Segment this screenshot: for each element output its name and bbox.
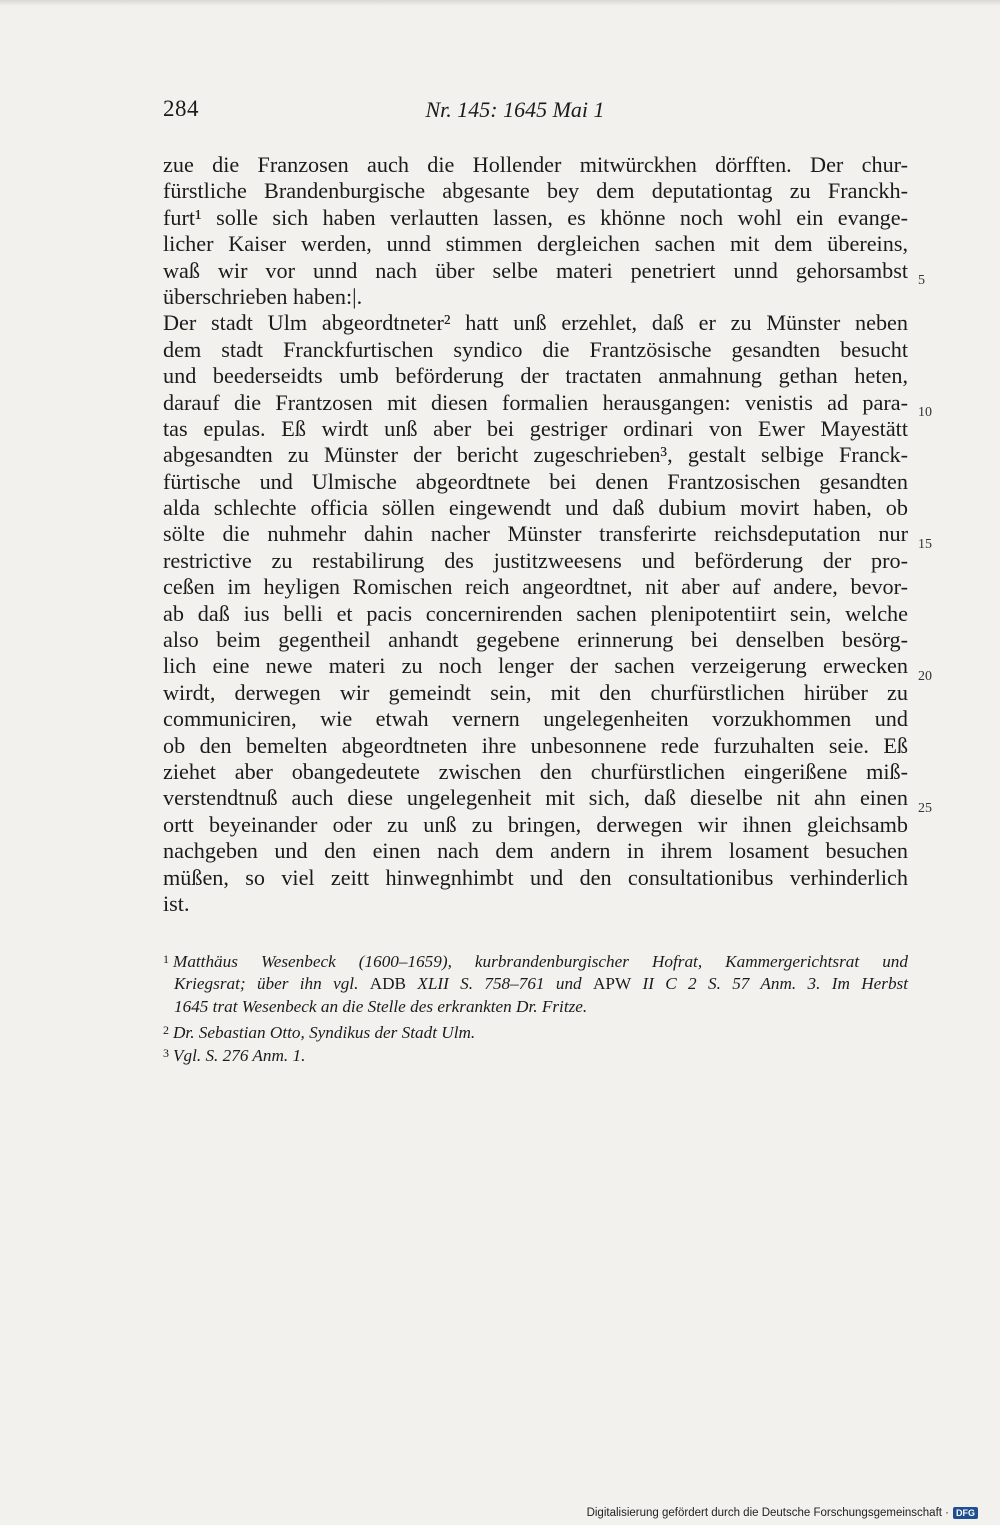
text-line: fürtische und Ulmische abgeordtnete bei denen Frantzosischen gesandten [163, 468, 908, 494]
text-line: Der stadt Ulm abgeordtneter² hatt unß erzehlet, daß er zu Münster neben [163, 310, 908, 336]
footnote-marker: 2 [163, 1022, 169, 1037]
running-head: Nr. 145: 1645 Mai 1 [425, 97, 605, 122]
abbreviation: APW [592, 973, 632, 993]
text-line: furt¹ solle sich haben verlautten lassen, es khönne noch wohl ein evange- [163, 204, 908, 230]
footnote-marker: 3 [163, 1046, 169, 1060]
text-line: ziehet aber obangedeutete zwischen den churfürstlichen eingerißene miß- [163, 758, 908, 784]
line-number-15: 15 [918, 537, 932, 552]
footnote-text: XLII S. 758–761 und [406, 973, 593, 993]
page-number: 284 [163, 96, 199, 121]
footnote-text: Dr. Sebastian Otto, Syndikus der Stadt Ulm. [173, 1022, 476, 1042]
footnote-text: II C 2 S. 57 Anm. 3. Im Herbst [631, 973, 908, 993]
footnote-marker: 1 [163, 952, 169, 966]
text-line: alda schlechte officia söllen eingewendt und daß dubium movirt haben, ob [163, 495, 908, 521]
footnote-text: Matthäus Wesenbeck (1600–1659), kurbrandenburgischer Hofrat, Kammergerichtsrat und [173, 952, 908, 971]
footnote-text: Vgl. S. 276 Anm. 1. [173, 1046, 306, 1065]
text-line: licher Kaiser werden, unnd stimmen dergleichen sachen mit dem übereins, [163, 231, 908, 257]
footnote-text: Kriegsrat; über ihn vgl. [174, 973, 370, 993]
text-line: dem stadt Franckfurtischen syndico die Frantzösische gesandten besucht [163, 336, 908, 362]
text-line: also beim gegentheil anhandt gegebene erinnerung bei denselben besörg- [163, 627, 908, 653]
text-line: ceßen im heyligen Romischen reich angeordtnet, nit aber auf andere, bevor- [163, 574, 908, 600]
text-line: fürstliche Brandenburgische abgesante bey dem deputationtag zu Franckh- [163, 178, 908, 204]
text-line: überschrieben haben:|. [163, 283, 363, 309]
footnote-2 [163, 1019, 908, 1043]
line-number-20: 20 [918, 669, 932, 684]
text-line: sölte die nuhmehr dahin nacher Münster transferirte reichsdeputation nur [163, 521, 908, 547]
text-line: und beederseidts umb beförderung der tractaten anmahnung gethan heten, [163, 363, 908, 389]
text-line: nachgeben und den einen nach dem andern in ihrem losament besuchen [163, 838, 908, 864]
line-number-10: 10 [918, 405, 932, 420]
footnote-text: 1645 trat Wesenbeck an die Stelle des erkrankten Dr. Fritze. [174, 997, 588, 1016]
footnote-1-line-3 [163, 995, 908, 1019]
footnote-1-line-2 [163, 972, 908, 996]
line-number-5: 5 [918, 273, 925, 288]
dfg-logo: DFG [953, 1507, 978, 1519]
text-line: tas epulas. Eß wirdt unß aber bei gestriger ordinari von Ewer Mayestätt [163, 415, 908, 441]
text-line: wirdt, derwegen wir gemeindt sein, mit den churfürstlichen hirüber zu [163, 679, 908, 705]
text-line: darauf die Frantzosen mit diesen formalien herausgangen: venistis ad para- [163, 389, 908, 415]
text-line: waß wir vor unnd nach über selbe materi penetriert unnd gehorsambst [163, 257, 908, 283]
credit-text: Digitalisierung gefördert durch die Deutsche Forschungsgemeinschaft · [586, 1507, 949, 1519]
text-line: lich eine newe materi zu noch lenger der sachen verzeigerung erwecken [163, 653, 908, 679]
text-line: abgesandten zu Münster der bericht zugeschrieben³, gestalt selbige Franck- [163, 442, 908, 468]
abbreviation: ADB [369, 973, 406, 993]
text-line: ortt beyeinander oder zu unß zu bringen, derwegen wir ihnen gleichsamb [163, 811, 908, 837]
text-line: verstendtnuß auch diese ungelegenheit mit sich, daß dieselbe nit ahn einen [163, 785, 908, 811]
footnote-1 [163, 948, 908, 972]
digitization-credit [587, 1507, 978, 1519]
text-line: ob den bemelten abgeordtneten ihre unbesonnene rede furzuhalten seie. Eß [163, 732, 908, 758]
text-line: müßen, so viel zeitt hinwegnhimbt und den consultationibus verhinderlich [163, 864, 908, 890]
text-line: communiciren, wie etwah vernern ungelegenheiten vorzukhommen und [163, 706, 908, 732]
text-line: zue die Franzosen auch die Hollender mitwürckhen dörfften. Der chur- [163, 152, 908, 177]
scan-edge [0, 0, 1000, 6]
body-text [163, 152, 908, 917]
footnote-3 [163, 1042, 908, 1066]
footnotes [163, 948, 908, 1066]
text-line: restrictive zu restabilirung des justitzweesens und beförderung der pro- [163, 547, 908, 573]
text-line: ab daß ius belli et pacis concernirenden sachen plenipotentiirt sein, welche [163, 600, 908, 626]
text-line: ist. [163, 890, 190, 916]
line-number-25: 25 [918, 801, 932, 816]
